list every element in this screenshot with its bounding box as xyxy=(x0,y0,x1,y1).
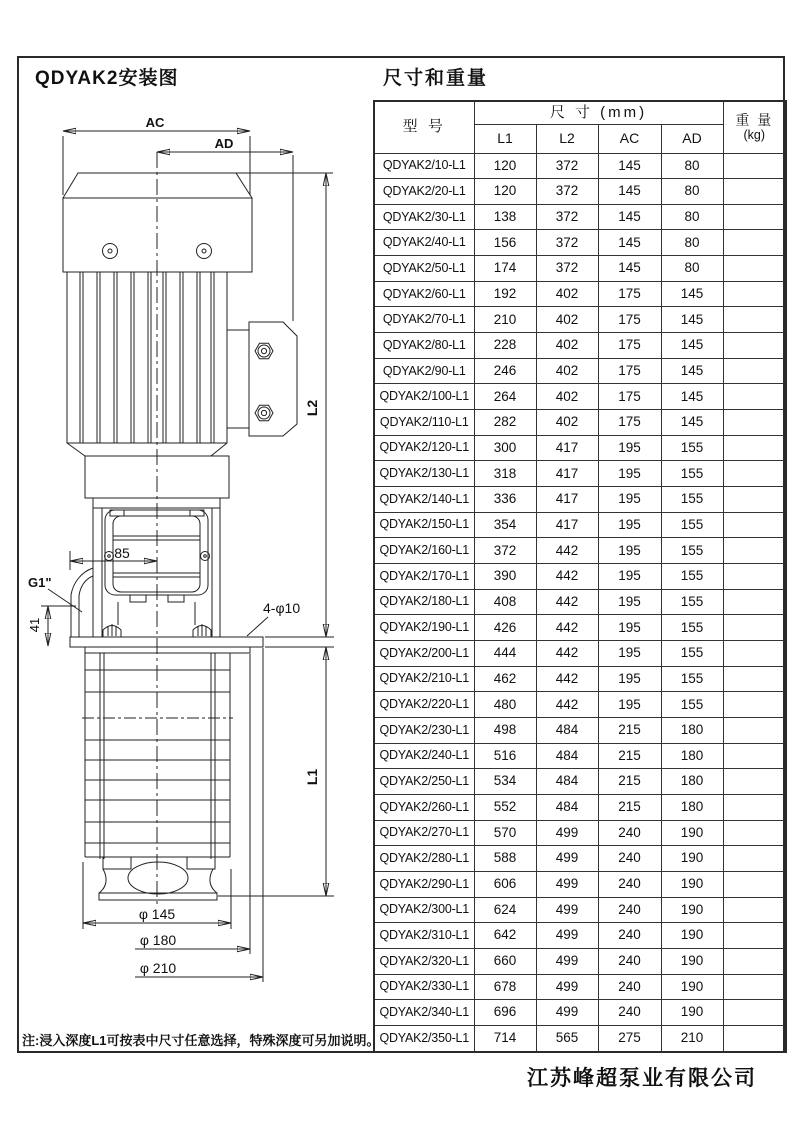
ad-cell: 190 xyxy=(661,871,723,897)
ac-cell: 215 xyxy=(598,717,661,743)
model-cell: QDYAK2/250-L1 xyxy=(374,769,474,795)
ad-cell: 145 xyxy=(661,307,723,333)
ad-cell: 180 xyxy=(661,794,723,820)
ac-cell: 175 xyxy=(598,307,661,333)
model-cell: QDYAK2/300-L1 xyxy=(374,897,474,923)
l1-cell: 642 xyxy=(474,923,536,949)
l2-cell: 499 xyxy=(536,1000,598,1026)
ad-cell: 145 xyxy=(661,281,723,307)
model-cell: QDYAK2/10-L1 xyxy=(374,153,474,179)
dim-label-85: 85 xyxy=(114,545,130,561)
ad-cell: 145 xyxy=(661,410,723,436)
weight-cell xyxy=(723,794,786,820)
l1-cell: 156 xyxy=(474,230,536,256)
ac-cell: 195 xyxy=(598,564,661,590)
model-cell: QDYAK2/160-L1 xyxy=(374,538,474,564)
table-row xyxy=(374,923,786,949)
weight-cell xyxy=(723,640,786,666)
weight-label: 重 量 xyxy=(735,111,774,128)
weight-cell xyxy=(723,923,786,949)
model-cell: QDYAK2/190-L1 xyxy=(374,615,474,641)
model-cell: QDYAK2/230-L1 xyxy=(374,717,474,743)
l1-cell: 714 xyxy=(474,1025,536,1052)
table-row xyxy=(374,615,786,641)
l2-cell: 499 xyxy=(536,897,598,923)
l1-cell: 282 xyxy=(474,410,536,436)
l1-cell: 390 xyxy=(474,564,536,590)
l2-cell: 484 xyxy=(536,794,598,820)
weight-cell xyxy=(723,897,786,923)
ad-cell: 80 xyxy=(661,179,723,205)
table-row xyxy=(374,564,786,590)
ad-cell: 80 xyxy=(661,153,723,179)
l1-cell: 534 xyxy=(474,769,536,795)
l2-cell: 499 xyxy=(536,948,598,974)
column-header-ad: AD xyxy=(661,124,723,153)
ac-cell: 215 xyxy=(598,794,661,820)
l1-cell: 264 xyxy=(474,384,536,410)
l1-cell: 228 xyxy=(474,333,536,359)
ac-cell: 175 xyxy=(598,281,661,307)
ad-cell: 155 xyxy=(661,435,723,461)
l2-cell: 442 xyxy=(536,589,598,615)
l2-cell: 499 xyxy=(536,923,598,949)
ac-cell: 145 xyxy=(598,256,661,282)
ac-cell: 215 xyxy=(598,743,661,769)
ad-cell: 180 xyxy=(661,743,723,769)
ac-cell: 195 xyxy=(598,666,661,692)
weight-cell xyxy=(723,153,786,179)
table-row xyxy=(374,974,786,1000)
dim-label-41: 41 xyxy=(27,617,42,633)
ac-cell: 195 xyxy=(598,538,661,564)
l2-cell: 417 xyxy=(536,461,598,487)
table-row xyxy=(374,743,786,769)
table-row xyxy=(374,1000,786,1026)
table-row xyxy=(374,410,786,436)
model-cell: QDYAK2/50-L1 xyxy=(374,256,474,282)
ac-cell: 215 xyxy=(598,769,661,795)
model-cell: QDYAK2/70-L1 xyxy=(374,307,474,333)
ad-cell: 190 xyxy=(661,974,723,1000)
l1-cell: 462 xyxy=(474,666,536,692)
l1-cell: 570 xyxy=(474,820,536,846)
table-row xyxy=(374,435,786,461)
ac-cell: 240 xyxy=(598,923,661,949)
l1-cell: 210 xyxy=(474,307,536,333)
weight-cell xyxy=(723,384,786,410)
table-row xyxy=(374,307,786,333)
motor-fins xyxy=(67,272,227,443)
weight-cell xyxy=(723,307,786,333)
table-row xyxy=(374,846,786,872)
weight-cell xyxy=(723,564,786,590)
weight-cell xyxy=(723,256,786,282)
ad-cell: 145 xyxy=(661,384,723,410)
table-row xyxy=(374,281,786,307)
ac-cell: 195 xyxy=(598,692,661,718)
model-cell: QDYAK2/140-L1 xyxy=(374,487,474,513)
weight-cell xyxy=(723,589,786,615)
ad-cell: 155 xyxy=(661,564,723,590)
model-cell: QDYAK2/200-L1 xyxy=(374,640,474,666)
model-cell: QDYAK2/20-L1 xyxy=(374,179,474,205)
diagram-title: QDYAK2安装图 xyxy=(35,68,179,89)
ad-cell: 190 xyxy=(661,1000,723,1026)
weight-cell xyxy=(723,538,786,564)
model-cell: QDYAK2/90-L1 xyxy=(374,358,474,384)
port-label: G1" xyxy=(28,575,52,590)
weight-cell xyxy=(723,512,786,538)
model-cell: QDYAK2/170-L1 xyxy=(374,564,474,590)
model-cell: QDYAK2/80-L1 xyxy=(374,333,474,359)
ac-cell: 195 xyxy=(598,435,661,461)
ac-cell: 195 xyxy=(598,461,661,487)
weight-cell xyxy=(723,281,786,307)
weight-cell xyxy=(723,871,786,897)
model-cell: QDYAK2/290-L1 xyxy=(374,871,474,897)
ac-cell: 240 xyxy=(598,1000,661,1026)
ad-cell: 155 xyxy=(661,538,723,564)
table-row xyxy=(374,358,786,384)
l1-cell: 372 xyxy=(474,538,536,564)
table-row xyxy=(374,204,786,230)
table-row xyxy=(374,717,786,743)
ac-cell: 275 xyxy=(598,1025,661,1052)
ac-cell: 145 xyxy=(598,230,661,256)
mounting-plate xyxy=(70,637,263,647)
l1-cell: 138 xyxy=(474,204,536,230)
table-row xyxy=(374,384,786,410)
installation-diagram xyxy=(17,56,373,1053)
l1-cell: 318 xyxy=(474,461,536,487)
l2-cell: 417 xyxy=(536,487,598,513)
model-cell: QDYAK2/180-L1 xyxy=(374,589,474,615)
l2-cell: 402 xyxy=(536,384,598,410)
model-cell: QDYAK2/350-L1 xyxy=(374,1025,474,1052)
ac-cell: 240 xyxy=(598,897,661,923)
column-header-ac: AC xyxy=(598,124,661,153)
l1-cell: 678 xyxy=(474,974,536,1000)
dim-label-180: φ 180 xyxy=(139,932,177,948)
table-row xyxy=(374,871,786,897)
model-cell: QDYAK2/110-L1 xyxy=(374,410,474,436)
l2-cell: 484 xyxy=(536,717,598,743)
table-row xyxy=(374,153,786,179)
ac-cell: 195 xyxy=(598,640,661,666)
table-row xyxy=(374,948,786,974)
ac-cell: 175 xyxy=(598,358,661,384)
dim-label-ac: AC xyxy=(145,115,165,130)
model-cell: QDYAK2/130-L1 xyxy=(374,461,474,487)
dim-label-145: φ 145 xyxy=(138,906,176,922)
ad-cell: 80 xyxy=(661,230,723,256)
model-cell: QDYAK2/340-L1 xyxy=(374,1000,474,1026)
ad-cell: 145 xyxy=(661,333,723,359)
l2-cell: 372 xyxy=(536,179,598,205)
ad-cell: 155 xyxy=(661,487,723,513)
model-cell: QDYAK2/220-L1 xyxy=(374,692,474,718)
table-row xyxy=(374,179,786,205)
ac-cell: 240 xyxy=(598,846,661,872)
l2-cell: 499 xyxy=(536,974,598,1000)
l1-cell: 408 xyxy=(474,589,536,615)
ad-cell: 80 xyxy=(661,256,723,282)
ac-cell: 240 xyxy=(598,820,661,846)
weight-cell xyxy=(723,358,786,384)
ad-cell: 145 xyxy=(661,358,723,384)
l2-cell: 499 xyxy=(536,871,598,897)
l2-cell: 372 xyxy=(536,230,598,256)
model-cell: QDYAK2/100-L1 xyxy=(374,384,474,410)
model-cell: QDYAK2/120-L1 xyxy=(374,435,474,461)
l1-cell: 660 xyxy=(474,948,536,974)
l1-cell: 552 xyxy=(474,794,536,820)
ad-cell: 190 xyxy=(661,897,723,923)
ac-cell: 145 xyxy=(598,179,661,205)
l2-cell: 442 xyxy=(536,538,598,564)
l2-cell: 442 xyxy=(536,666,598,692)
weight-cell xyxy=(723,333,786,359)
ac-cell: 145 xyxy=(598,204,661,230)
table-row xyxy=(374,538,786,564)
table-row xyxy=(374,512,786,538)
weight-cell xyxy=(723,179,786,205)
weight-cell xyxy=(723,435,786,461)
l2-cell: 484 xyxy=(536,769,598,795)
l2-cell: 417 xyxy=(536,435,598,461)
l2-cell: 402 xyxy=(536,307,598,333)
ac-cell: 175 xyxy=(598,410,661,436)
model-cell: QDYAK2/40-L1 xyxy=(374,230,474,256)
l2-cell: 372 xyxy=(536,204,598,230)
l1-cell: 588 xyxy=(474,846,536,872)
ad-cell: 190 xyxy=(661,948,723,974)
weight-cell xyxy=(723,948,786,974)
table-row xyxy=(374,692,786,718)
ad-cell: 190 xyxy=(661,846,723,872)
weight-cell xyxy=(723,743,786,769)
ad-cell: 210 xyxy=(661,1025,723,1052)
weight-cell xyxy=(723,974,786,1000)
l1-cell: 120 xyxy=(474,153,536,179)
weight-unit: (kg) xyxy=(743,127,766,142)
l2-cell: 442 xyxy=(536,564,598,590)
ac-cell: 195 xyxy=(598,512,661,538)
weight-cell xyxy=(723,666,786,692)
l2-cell: 499 xyxy=(536,846,598,872)
l1-cell: 606 xyxy=(474,871,536,897)
l1-cell: 336 xyxy=(474,487,536,513)
model-cell: QDYAK2/210-L1 xyxy=(374,666,474,692)
weight-cell xyxy=(723,692,786,718)
l1-cell: 354 xyxy=(474,512,536,538)
table-row xyxy=(374,897,786,923)
l1-cell: 426 xyxy=(474,615,536,641)
l2-cell: 442 xyxy=(536,615,598,641)
ad-cell: 180 xyxy=(661,717,723,743)
ad-cell: 190 xyxy=(661,923,723,949)
l1-cell: 192 xyxy=(474,281,536,307)
footnote: 注:浸入深度L1可按表中尺寸任意选择，特殊深度可另加说明。 xyxy=(22,1033,380,1048)
l2-cell: 417 xyxy=(536,512,598,538)
column-header-model: 型 号 xyxy=(374,101,474,153)
ad-cell: 155 xyxy=(661,512,723,538)
l2-cell: 402 xyxy=(536,358,598,384)
ad-cell: 180 xyxy=(661,769,723,795)
column-header-weight xyxy=(723,101,786,153)
l1-cell: 120 xyxy=(474,179,536,205)
ac-cell: 240 xyxy=(598,948,661,974)
mount-holes-label: 4-φ10 xyxy=(263,600,301,616)
ac-cell: 175 xyxy=(598,384,661,410)
ac-cell: 240 xyxy=(598,974,661,1000)
column-header-size-group: 尺 寸 (mm) xyxy=(474,101,723,124)
model-cell: QDYAK2/330-L1 xyxy=(374,974,474,1000)
model-cell: QDYAK2/30-L1 xyxy=(374,204,474,230)
ad-cell: 155 xyxy=(661,461,723,487)
column-header-l1: L1 xyxy=(474,124,536,153)
ad-cell: 155 xyxy=(661,666,723,692)
column-header-l2: L2 xyxy=(536,124,598,153)
l1-cell: 246 xyxy=(474,358,536,384)
ad-cell: 155 xyxy=(661,640,723,666)
table-row xyxy=(374,666,786,692)
model-cell: QDYAK2/310-L1 xyxy=(374,923,474,949)
table-row xyxy=(374,589,786,615)
ac-cell: 195 xyxy=(598,615,661,641)
table-row xyxy=(374,1025,786,1052)
l2-cell: 499 xyxy=(536,820,598,846)
ad-cell: 155 xyxy=(661,589,723,615)
l1-cell: 498 xyxy=(474,717,536,743)
table-row xyxy=(374,230,786,256)
table-row xyxy=(374,461,786,487)
discharge-port xyxy=(71,568,93,637)
weight-cell xyxy=(723,204,786,230)
l2-cell: 372 xyxy=(536,153,598,179)
l2-cell: 372 xyxy=(536,256,598,282)
table-row xyxy=(374,256,786,282)
company-name: 江苏峰超泵业有限公司 xyxy=(527,1067,757,1090)
ac-cell: 195 xyxy=(598,589,661,615)
strainer-mesh xyxy=(128,862,188,894)
ac-cell: 195 xyxy=(598,487,661,513)
weight-cell xyxy=(723,487,786,513)
weight-cell xyxy=(723,769,786,795)
table-row xyxy=(374,794,786,820)
table-row xyxy=(374,820,786,846)
l2-cell: 402 xyxy=(536,410,598,436)
table-row xyxy=(374,640,786,666)
weight-cell xyxy=(723,461,786,487)
weight-cell xyxy=(723,1000,786,1026)
weight-cell xyxy=(723,717,786,743)
l1-cell: 300 xyxy=(474,435,536,461)
dim-label-l1: L1 xyxy=(304,768,320,786)
weight-cell xyxy=(723,846,786,872)
ac-cell: 240 xyxy=(598,871,661,897)
table-row xyxy=(374,333,786,359)
model-cell: QDYAK2/320-L1 xyxy=(374,948,474,974)
l1-cell: 444 xyxy=(474,640,536,666)
weight-cell xyxy=(723,820,786,846)
l2-cell: 565 xyxy=(536,1025,598,1052)
dimensions-table xyxy=(373,100,787,1053)
l2-cell: 442 xyxy=(536,640,598,666)
weight-cell xyxy=(723,230,786,256)
dim-label-210: φ 210 xyxy=(139,960,177,976)
ad-cell: 155 xyxy=(661,615,723,641)
dim-label-ad: AD xyxy=(214,136,234,151)
model-cell: QDYAK2/270-L1 xyxy=(374,820,474,846)
table-row xyxy=(374,769,786,795)
weight-cell xyxy=(723,615,786,641)
l1-cell: 480 xyxy=(474,692,536,718)
weight-cell xyxy=(723,410,786,436)
l2-cell: 402 xyxy=(536,333,598,359)
weight-cell xyxy=(723,1025,786,1052)
model-cell: QDYAK2/240-L1 xyxy=(374,743,474,769)
l2-cell: 484 xyxy=(536,743,598,769)
ad-cell: 155 xyxy=(661,692,723,718)
l1-cell: 516 xyxy=(474,743,536,769)
model-cell: QDYAK2/150-L1 xyxy=(374,512,474,538)
l1-cell: 624 xyxy=(474,897,536,923)
ac-cell: 175 xyxy=(598,333,661,359)
table-title: 尺寸和重量 xyxy=(383,68,489,89)
ad-cell: 190 xyxy=(661,820,723,846)
ac-cell: 145 xyxy=(598,153,661,179)
l2-cell: 402 xyxy=(536,281,598,307)
dim-label-l2: L2 xyxy=(304,399,320,417)
table-row xyxy=(374,487,786,513)
terminal-box xyxy=(249,322,297,436)
model-cell: QDYAK2/280-L1 xyxy=(374,846,474,872)
ad-cell: 80 xyxy=(661,204,723,230)
l2-cell: 442 xyxy=(536,692,598,718)
l1-cell: 696 xyxy=(474,1000,536,1026)
model-cell: QDYAK2/260-L1 xyxy=(374,794,474,820)
model-cell: QDYAK2/60-L1 xyxy=(374,281,474,307)
l1-cell: 174 xyxy=(474,256,536,282)
